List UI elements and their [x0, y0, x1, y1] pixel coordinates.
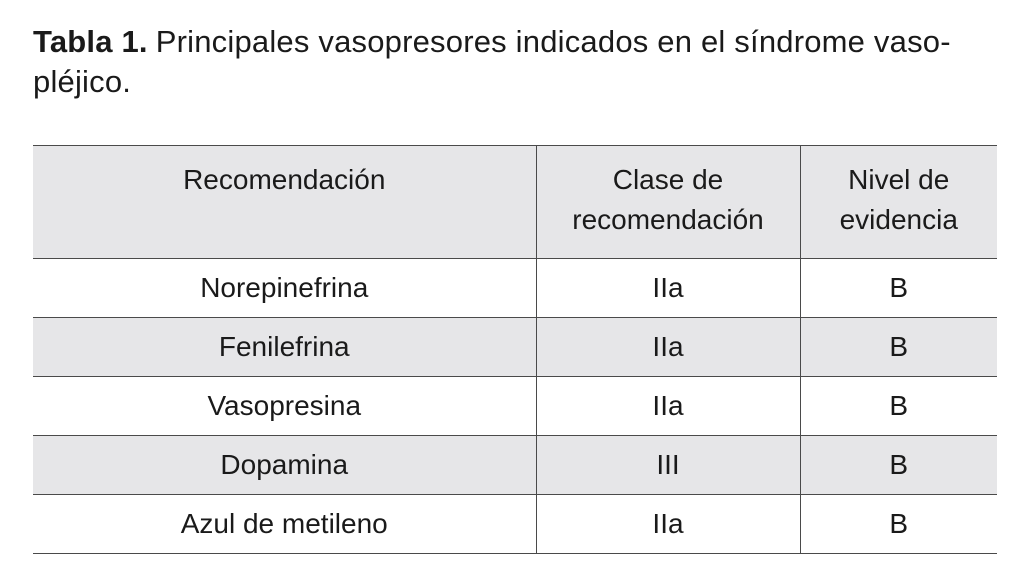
header-recomendacion: [33, 146, 536, 259]
table-row: [33, 318, 997, 377]
data-table-container: [33, 145, 997, 554]
cell-clase: IIa: [536, 318, 800, 377]
cell-recomendacion: Dopamina: [33, 436, 536, 495]
table-header-row: [33, 146, 997, 259]
cell-clase: III: [536, 436, 800, 495]
header-line: recomendación: [572, 204, 764, 235]
header-line: Nivel de: [848, 164, 950, 195]
cell-nivel: B: [800, 318, 997, 377]
table-row: [33, 377, 997, 436]
cell-recomendacion: Fenilefrina: [33, 318, 536, 377]
table-row: [33, 495, 997, 554]
cell-clase: IIa: [536, 377, 800, 436]
caption-label: Tabla 1.: [33, 24, 148, 59]
cell-recomendacion: Vasopresina: [33, 377, 536, 436]
header-line: Clase de: [612, 164, 724, 195]
vasopressor-table: [33, 145, 997, 554]
table-row: [33, 259, 997, 318]
caption-text: Principales vasopresores indicados en el síndrome vaso-pléjico.: [33, 24, 951, 99]
header-line: Recomendación: [183, 164, 386, 195]
cell-clase: IIa: [536, 259, 800, 318]
header-line: evidencia: [839, 204, 958, 235]
cell-recomendacion: Azul de metileno: [33, 495, 536, 554]
cell-nivel: B: [800, 377, 997, 436]
cell-nivel: B: [800, 259, 997, 318]
header-clase: [536, 146, 800, 259]
cell-nivel: B: [800, 436, 997, 495]
header-nivel: [800, 146, 997, 259]
table-caption: [33, 22, 998, 102]
table-row: [33, 436, 997, 495]
cell-nivel: B: [800, 495, 997, 554]
cell-clase: IIa: [536, 495, 800, 554]
cell-recomendacion: Norepinefrina: [33, 259, 536, 318]
